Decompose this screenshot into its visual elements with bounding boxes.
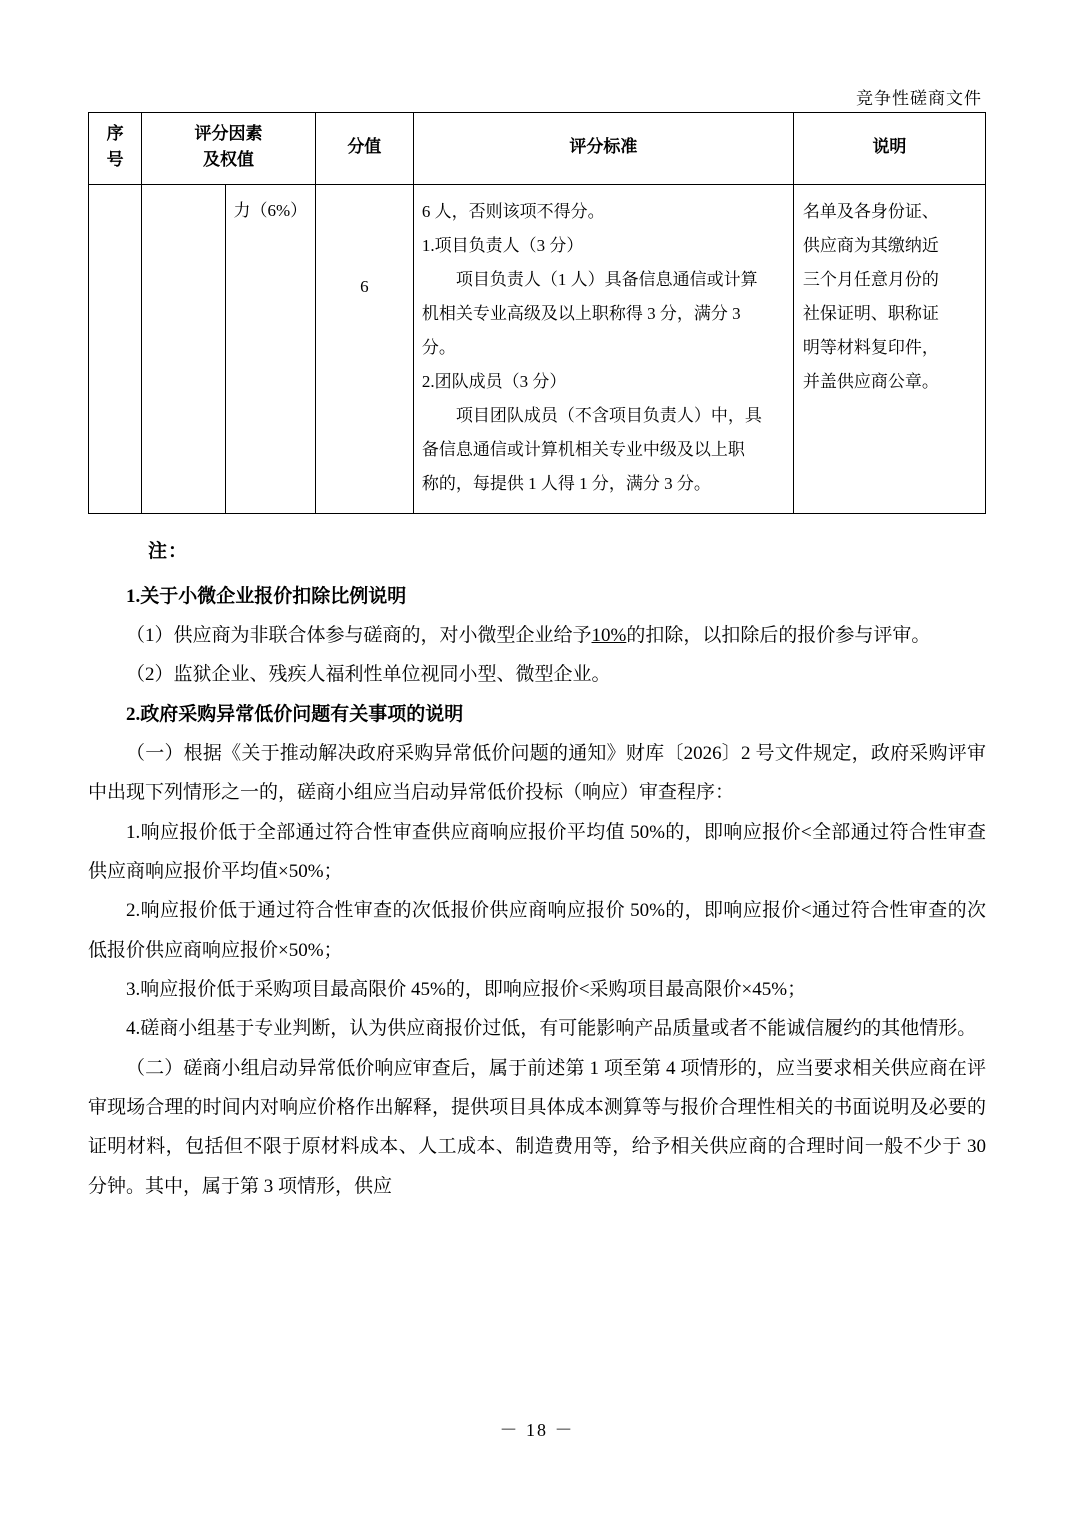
notes-title: 注： bbox=[148, 540, 189, 562]
cell-no bbox=[89, 184, 142, 513]
header-no-line2: 号 bbox=[106, 150, 124, 170]
standard-line-3: 项目负责人（1 人）具备信息通信或计算 bbox=[455, 269, 758, 289]
standard-line-4: 机相关专业高级及以上职称得 3 分，满分 3 bbox=[421, 303, 741, 323]
scoring-table bbox=[88, 112, 986, 514]
notes-section2-item2: （二）磋商小组启动异常低价响应审查后，属于前述第 1 项至第 4 项情形的，应当要求相关供应商在评审现场合理的时间内对响应价格作出解释，提供项目具体成本测算等与报价合理性相关的书面说明及必要的证明材料，包括但不限于原材料成本、人工成本、制造费用等，给予相关供应商的合理时间一般不少于 30 分钟。其中，属于第 3 项情形，供应 bbox=[88, 1057, 986, 1197]
page-number: － 18 － bbox=[499, 1420, 575, 1440]
s1-item1-post: 的扣除，以扣除后的报价参与评审。 bbox=[626, 625, 931, 647]
standard-line-6: 2.团队成员（3 分） bbox=[421, 371, 567, 391]
notes-section1-item1 bbox=[88, 616, 986, 655]
notes-section1-item2: （2）监狱企业、残疾人福利性单位视同小型、微型企业。 bbox=[126, 664, 611, 686]
header-cell-note: 说明 bbox=[793, 113, 985, 185]
standard-line-5: 分。 bbox=[421, 337, 456, 357]
notes-section2-title: 2.政府采购异常低价问题有关事项的说明 bbox=[126, 703, 464, 725]
table-header-row bbox=[89, 113, 986, 185]
cell-standard bbox=[413, 184, 793, 513]
standard-line-2: 1.项目负责人（3 分） bbox=[421, 235, 584, 255]
header-cell-factor bbox=[142, 113, 316, 185]
notes-section2-sub1: 1.响应报价低于全部通过符合性审查供应商响应报价平均值 50%的，即响应报价<全部通过符合性审查供应商响应报价平均值×50%； bbox=[88, 821, 986, 882]
header-cell-standard: 评分标准 bbox=[413, 113, 793, 185]
header-factor-line2: 及权值 bbox=[202, 150, 254, 170]
notes-section2-sub2: 2.响应报价低于通过符合性审查的次低报价供应商响应报价 50%的，即响应报价<通过符合性审查的次低报价供应商响应报价×50%； bbox=[88, 900, 986, 961]
page-header-right: 竞争性磋商文件 bbox=[856, 89, 982, 108]
standard-text bbox=[414, 185, 793, 513]
notes-section2-sub3: 3.响应报价低于采购项目最高限价 45%的，即响应报价<采购项目最高限价×45%； bbox=[126, 978, 807, 1000]
header-cell-no bbox=[89, 113, 142, 185]
s1-item1-pre: （1）供应商为非联合体参与磋商的，对小微型企业给予 bbox=[126, 625, 592, 647]
table-row bbox=[89, 184, 986, 513]
s1-item1-underline: 10% bbox=[591, 625, 627, 647]
standard-line-8: 备信息通信或计算机相关专业中级及以上职 bbox=[421, 439, 745, 459]
notes-section2-item1: （一）根据《关于推动解决政府采购异常低价问题的通知》财库〔2026〕2 号文件规定，政府采购评审中出现下列情形之一的，磋商小组应当启动异常低价投标（响应）审查程序： bbox=[88, 743, 986, 804]
cell-factor-a bbox=[142, 184, 226, 513]
notes-section1-title: 1.关于小微企业报价扣除比例说明 bbox=[126, 585, 407, 607]
header-no-line1: 序 bbox=[106, 124, 124, 143]
note-line-2: 供应商为其缴纳近 bbox=[802, 235, 939, 255]
standard-line-7: 项目团队成员（不含项目负责人）中，具 bbox=[455, 405, 762, 425]
cell-score: 6 bbox=[315, 184, 413, 513]
cell-note bbox=[793, 184, 985, 513]
standard-line-9: 称的，每提供 1 人得 1 分，满分 3 分。 bbox=[421, 473, 711, 493]
notes-section2-sub4: 4.磋商小组基于专业判断，认为供应商报价过低，有可能影响产品质量或者不能诚信履约的其他情形。 bbox=[126, 1018, 977, 1040]
header-factor-line1: 评分因素 bbox=[194, 124, 263, 143]
note-line-6: 并盖供应商公章。 bbox=[802, 371, 939, 391]
note-line-1: 名单及各身份证、 bbox=[802, 201, 939, 221]
standard-line-1: 6 人，否则该项不得分。 bbox=[421, 201, 605, 221]
page-content bbox=[88, 112, 986, 1206]
header-cell-score: 分值 bbox=[315, 113, 413, 185]
note-text bbox=[794, 185, 985, 409]
note-line-3: 三个月任意月份的 bbox=[802, 269, 939, 289]
cell-factor-b: 力（6%） bbox=[225, 184, 315, 513]
note-line-4: 社保证明、职称证 bbox=[802, 303, 939, 323]
note-line-5: 明等材料复印件， bbox=[802, 337, 939, 357]
